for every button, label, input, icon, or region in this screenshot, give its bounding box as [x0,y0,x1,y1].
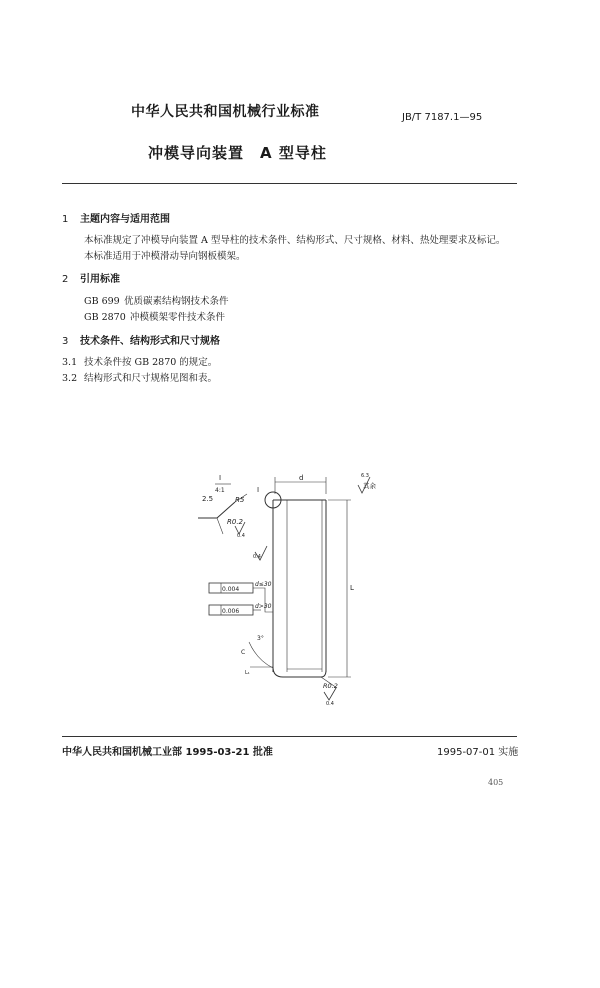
bottom-chamfer-leader [249,642,273,668]
reference-2 [84,309,225,323]
item-3-2-number: 3.2 [62,373,78,384]
pillar-bottom-edge [273,667,326,677]
standard-code: JB/T 7187.1—95 [402,112,483,123]
tolerance-1-value: 0.004 [222,586,240,593]
roughness-rest-value: 6.3 [361,473,369,479]
section-1-title: 主题内容与适用范围 [80,214,170,225]
dim-d-label: d [299,474,304,482]
reference-2-title: 冲模模架零件技术条件 [130,312,226,323]
section-3-number: 3 [62,336,69,347]
roughness-rest-label: 其余 [363,482,376,490]
item-3-2 [62,370,217,384]
section-3-heading [62,332,220,347]
approval-note: 中华人民共和国机械工业部 1995-03-21 批准 [62,747,273,758]
section-2-heading [62,270,120,285]
dim-2-5-label: 2.5 [202,495,214,503]
section-1-heading [62,210,170,225]
reference-1-code: GB 699 [84,296,120,307]
reference-2-code: GB 2870 [84,312,126,323]
reference-1 [84,293,229,307]
item-3-1-number: 3.1 [62,357,78,368]
section-2-number: 2 [62,274,69,285]
dim-L-label: L [350,584,354,592]
detail-label-i: I [257,486,260,494]
footer-rule [62,736,517,737]
detail-scale: 4:1 [215,487,225,494]
angle-label: 3° [257,635,264,642]
chamfer-label: C [241,649,246,656]
section-2-title: 引用标准 [80,274,120,285]
item-3-1-text: 技术条件按 GB 2870 的规定。 [84,357,218,368]
section-1-number: 1 [62,214,69,225]
item-3-1 [62,354,217,368]
roughness-value-detail: 0.4 [237,533,245,539]
bottom-dim-label: L₁ [245,670,250,676]
radius-r0-2-top-label: R0.2 [227,518,243,526]
header-rule [62,183,517,184]
section-1-para-2: 本标准适用于冲模滑动导向钢板模架。 [84,251,246,262]
tolerance-2-value: 0.006 [222,608,240,615]
detail-label-top: I [219,474,222,482]
page-number: 405 [488,778,504,787]
radius-r0-2-bottom-label: R0.2 [323,682,338,690]
roughness-value-bottom: 0.4 [326,701,334,707]
section-1-para-1: 本标准规定了冲模导向装置 A 型导柱的技术条件、结构形式、尺寸规格、材料、热处理要求及标记。 [84,235,506,246]
implementation-date: 1995-07-01 实施 [437,747,519,758]
reference-1-title: 优质碳素结构钢技术条件 [124,296,229,307]
tolerance-2-condition: d>30 [255,603,272,610]
document-title: 冲模导向装置 A 型导柱 [148,144,327,162]
section-3-title: 技术条件、结构形式和尺寸规格 [80,336,220,347]
item-3-2-text: 结构形式和尺寸规格见图和表。 [84,373,218,384]
tolerance-1-condition: d≤30 [255,581,272,588]
radius-r5-label: R5 [235,496,245,504]
roughness-value-side: 0.4 [253,554,261,560]
org-title: 中华人民共和国机械行业标准 [131,104,320,120]
guide-pillar-drawing [195,462,415,707]
drawing-svg [195,462,415,707]
detail-profile [198,502,235,518]
